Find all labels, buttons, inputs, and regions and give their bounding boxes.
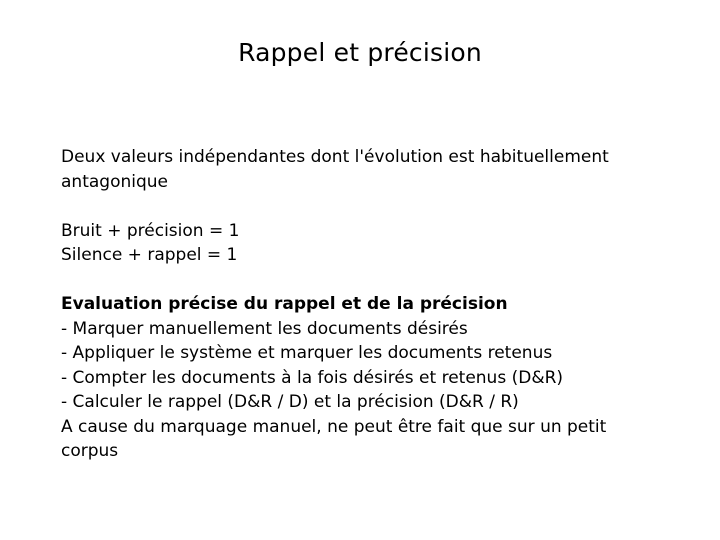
evaluation-heading: Evaluation précise du rappel et de la précision	[61, 294, 508, 314]
evaluation-step: - Appliquer le système et marquer les documents retenus	[61, 343, 553, 363]
spacer	[61, 194, 661, 219]
evaluation-step: - Marquer manuellement les documents désirés	[61, 318, 468, 339]
intro-line-2: antagonique	[61, 171, 168, 192]
intro-line-1: Deux valeurs indépendantes dont l'évolution est habituellement	[61, 147, 609, 167]
evaluation-note-line-1: A cause du marquage manuel, ne peut être fait que sur un petit	[61, 416, 607, 437]
evaluation-step: - Compter les documents à la fois désirés et retenus (D&R)	[61, 367, 564, 388]
spacer	[61, 268, 661, 293]
formula-silence-recall: Silence + rappel = 1	[61, 245, 238, 265]
slide-body	[61, 145, 661, 464]
evaluation-step: - Calculer le rappel (D&R / D) et la précision (D&R / R)	[61, 392, 519, 412]
slide-title: Rappel et précision	[238, 38, 482, 67]
formula-noise-precision: Bruit + précision = 1	[61, 220, 240, 241]
evaluation-note-line-2: corpus	[61, 441, 119, 461]
